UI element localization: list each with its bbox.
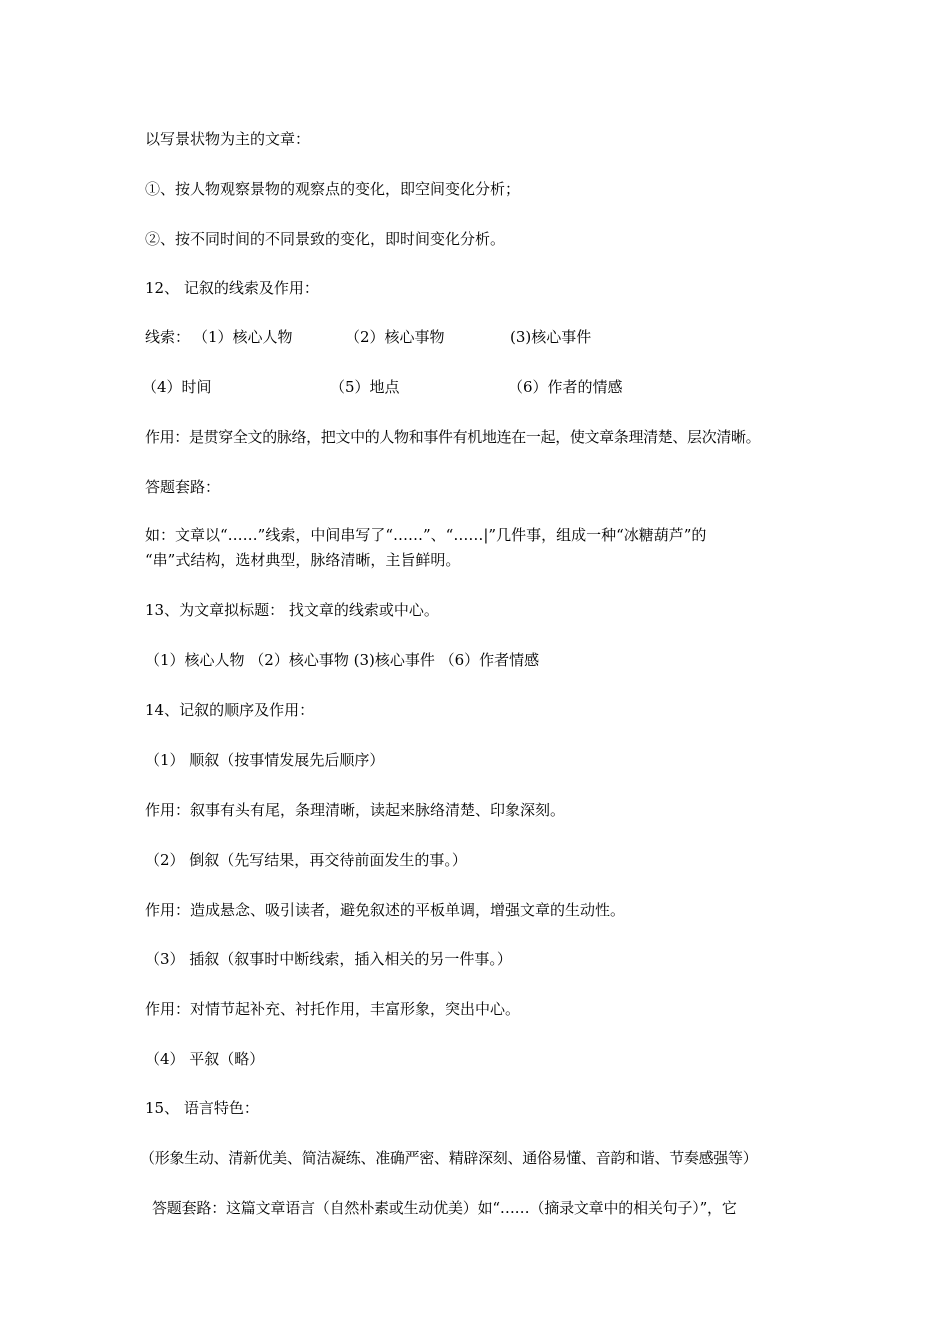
text-line: 作用：对情节起补充、衬托作用，丰富形象，突出中心。 [145,1000,521,1018]
text-line: （1） 顺叙（按事情发展先后顺序） [145,751,385,769]
clue-item: （5）地点 [330,378,400,396]
text-line: 作用：叙事有头有尾，条理清晰，读起来脉络清楚、印象深刻。 [145,801,566,819]
text-line: （1）核心人物 （2）核心事物 (3)核心事件 （6）作者情感 [145,651,540,669]
text-line: “串”式结构，选材典型，脉络清晰，主旨鲜明。 [145,551,461,569]
text-line: 如：文章以“……”线索，中间串写了“……”、“……|”几件事，组成一种“冰糖葫芦”的 [145,526,707,544]
section-heading-15: 15、 语言特色： [145,1099,259,1117]
text-line: 作用：是贯穿全文的脉络，把文中的人物和事件有机地连在一起，使文章条理清楚、层次清晰。 [145,428,761,446]
clue-item: （1）核心人物 [193,328,293,346]
text-line: 作用：造成悬念、吸引读者，避免叙述的平板单调，增强文章的生动性。 [145,901,626,919]
section-heading-12: 12、 记叙的线索及作用： [145,279,319,297]
clue-item: （4）时间 [142,378,212,396]
clue-label: 线索： [145,328,191,346]
clue-row-2 [142,376,845,398]
text-line: （4） 平叙（略） [145,1050,265,1068]
clue-item: （2）核心事物 [345,328,445,346]
section-heading-14: 14、记叙的顺序及作用： [145,701,315,719]
clue-item: （6）作者的情感 [508,378,623,396]
section-heading-13: 13、为文章拟标题： 找文章的线索或中心。 [145,601,439,619]
text-line: 答题套路：这篇文章语言（自然朴素或生动优美）如“……（摘录文章中的相关句子）”，它 [152,1199,737,1217]
text-line: （形象生动、清新优美、简洁凝练、准确严密、精辟深刻、通俗易懂、音韵和谐、节奏感强等） [140,1149,758,1167]
clue-item: (3)核心事件 [510,328,592,346]
text-line: （3） 插叙（叙事时中断线索，插入相关的另一件事。） [145,950,512,968]
text-line: 以写景状物为主的文章： [145,130,311,148]
text-line: ①、按人物观察景物的观察点的变化，即空间变化分析； [145,180,521,198]
clue-row-1 [145,326,845,348]
text-line: 答题套路： [145,478,221,496]
text-line: ②、按不同时间的不同景致的变化，即时间变化分析。 [145,230,506,248]
text-line: （2） 倒叙（先写结果，再交待前面发生的事。） [145,851,467,869]
